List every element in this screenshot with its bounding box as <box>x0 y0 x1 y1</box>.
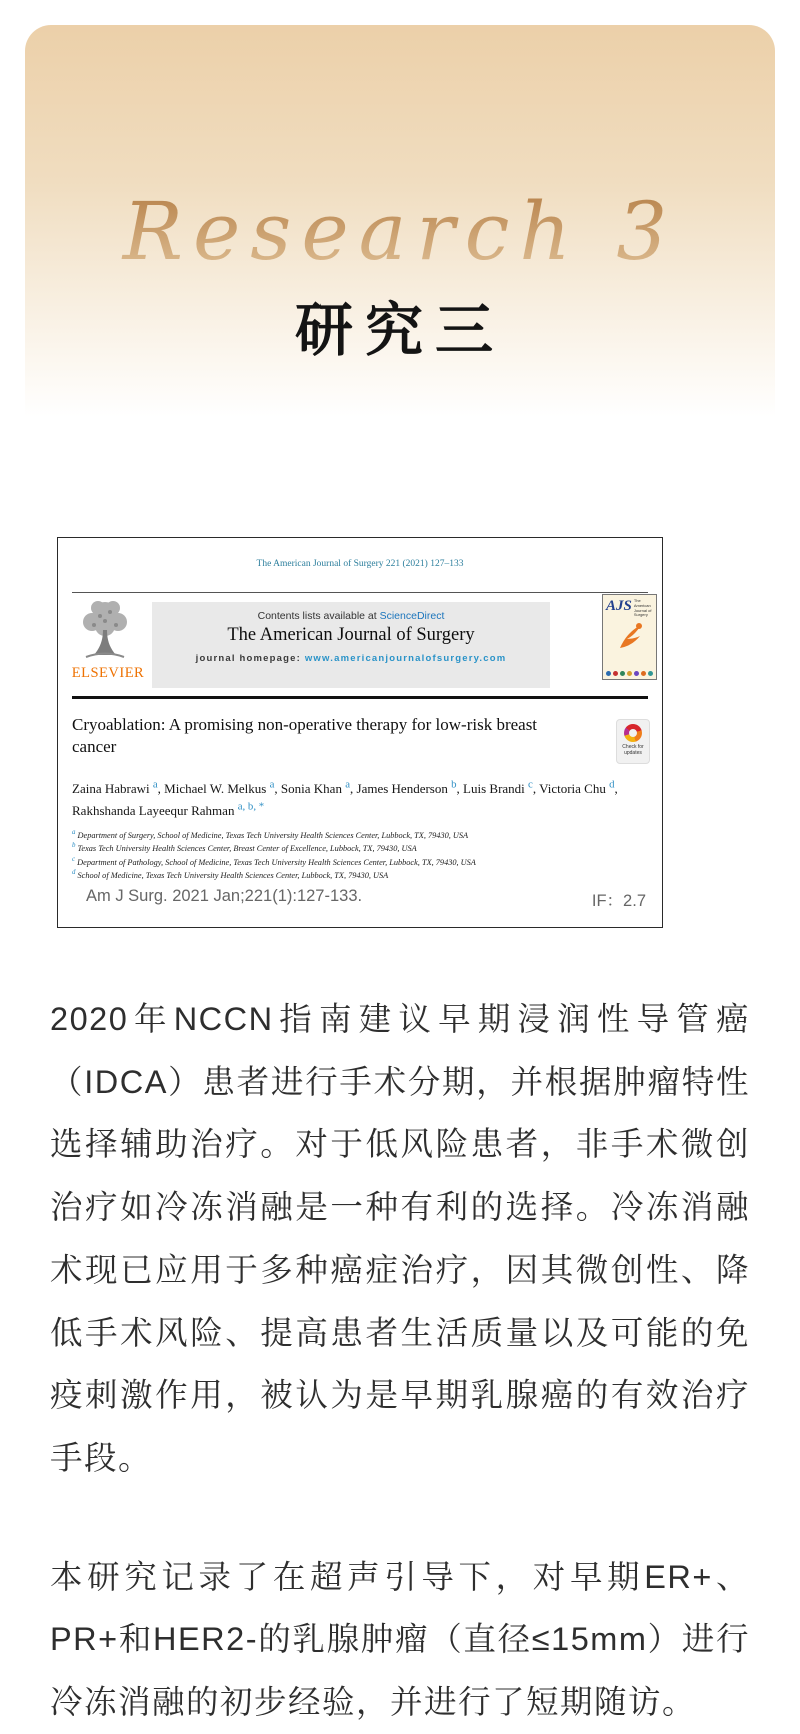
summary-paragraph-2: 本研究记录了在超声引导下，对早期ER+、PR+和HER2-的乳腺肿瘤（直径≤15mm）进行冷冻消融的初步经验，并进行了短期随访。 <box>50 1558 750 1721</box>
journal-cover-figure-icon <box>615 620 645 652</box>
journal-cover-thumbnail <box>602 594 657 680</box>
affiliation: $^d$ School of Medicine, Texas Tech University Health Sciences Center, Lubbock, TX, 79430, USA <box>72 869 389 880</box>
contents-line <box>152 610 550 622</box>
citation-row <box>86 887 646 911</box>
author: Michael W. Melkus $^a$, <box>164 779 281 797</box>
homepage-link[interactable]: www.americanjournalofsurgery.com <box>304 653 507 664</box>
summary-text <box>50 988 750 1734</box>
author: James Henderson $^b$, <box>356 779 464 797</box>
author: Rakhshanda Layeequr Rahman $^{a, b, *}$ <box>72 800 265 819</box>
homepage-line <box>152 653 550 664</box>
journal-cover-header <box>603 595 656 618</box>
journal-cover-society-icons <box>606 671 653 676</box>
affiliation-list <box>72 828 637 882</box>
author: Victoria Chu $^d$, <box>539 779 618 797</box>
affiliation: $^c$ Department of Pathology, School of Medicine, Texas Tech University Health Sciences Center, Lubbock, TX, 79430, USA <box>72 855 476 867</box>
journal-article-card <box>57 537 663 928</box>
journal-masthead <box>152 602 550 688</box>
sciencedirect-link[interactable]: ScienceDirect <box>379 610 445 622</box>
journal-cover-title: The American Journal of Surgery <box>633 598 652 618</box>
affiliation: $^a$ Department of Surgery, School of Medicine, Texas Tech University Health Sciences Center, Lubbock, TX, 79430, USA <box>72 829 469 840</box>
author-list <box>72 777 620 821</box>
affiliation: $^b$ Texas Tech University Health Sciences Center, Breast Center of Excellence, Lubbock, TX, 79430, USA <box>72 842 417 854</box>
crossmark-icon <box>624 724 642 742</box>
journal-cover-abbr: AJS <box>606 598 632 614</box>
elsevier-wordmark: ELSEVIER <box>71 665 145 681</box>
author: Luis Brandi $^c$, <box>463 779 540 797</box>
homepage-prefix: journal homepage: <box>195 653 305 664</box>
hero-gradient-banner <box>25 25 775 417</box>
contents-prefix: Contents lists available at <box>257 610 380 622</box>
section-title-chinese: 研究三 <box>294 298 505 363</box>
section-title-english: Research 3 <box>25 185 775 278</box>
summary-paragraph-1: 2020年NCCN指南建议早期浸润性导管癌（IDCA）患者进行手术分期，并根据肿瘤特性选择辅助治疗。对于低风险患者，非手术微创治疗如冷冻消融是一种有利的选择。冷冻消融术现已应用于多种癌症治疗，因其微创性、降低手术风险、提高患者生活质量以及可能的免疫刺激作用，被认为是早期乳腺癌的有效治疗手段。 <box>50 1001 750 1477</box>
author: Sonia Khan $^a$, <box>280 779 357 797</box>
elsevier-tree-logo <box>74 598 136 662</box>
header-divider-thin <box>72 592 648 593</box>
journal-running-head: The American Journal of Surgery 221 (2021) 127–133 <box>256 559 464 569</box>
header-divider-thick <box>72 696 648 699</box>
check-for-updates-badge[interactable] <box>616 719 650 764</box>
article-title: Cryoablation: A promising non-operative therapy for low-risk breast cancer <box>72 715 538 757</box>
citation-text: Am J Surg. 2021 Jan;221(1):127-133. <box>86 887 363 905</box>
check-for-updates-label: Check for updates <box>622 744 644 757</box>
author: Zaina Habrawi $^a$, <box>72 779 165 797</box>
journal-name: The American Journal of Surgery <box>227 625 475 645</box>
impact-factor: IF：2.7 <box>591 892 646 910</box>
